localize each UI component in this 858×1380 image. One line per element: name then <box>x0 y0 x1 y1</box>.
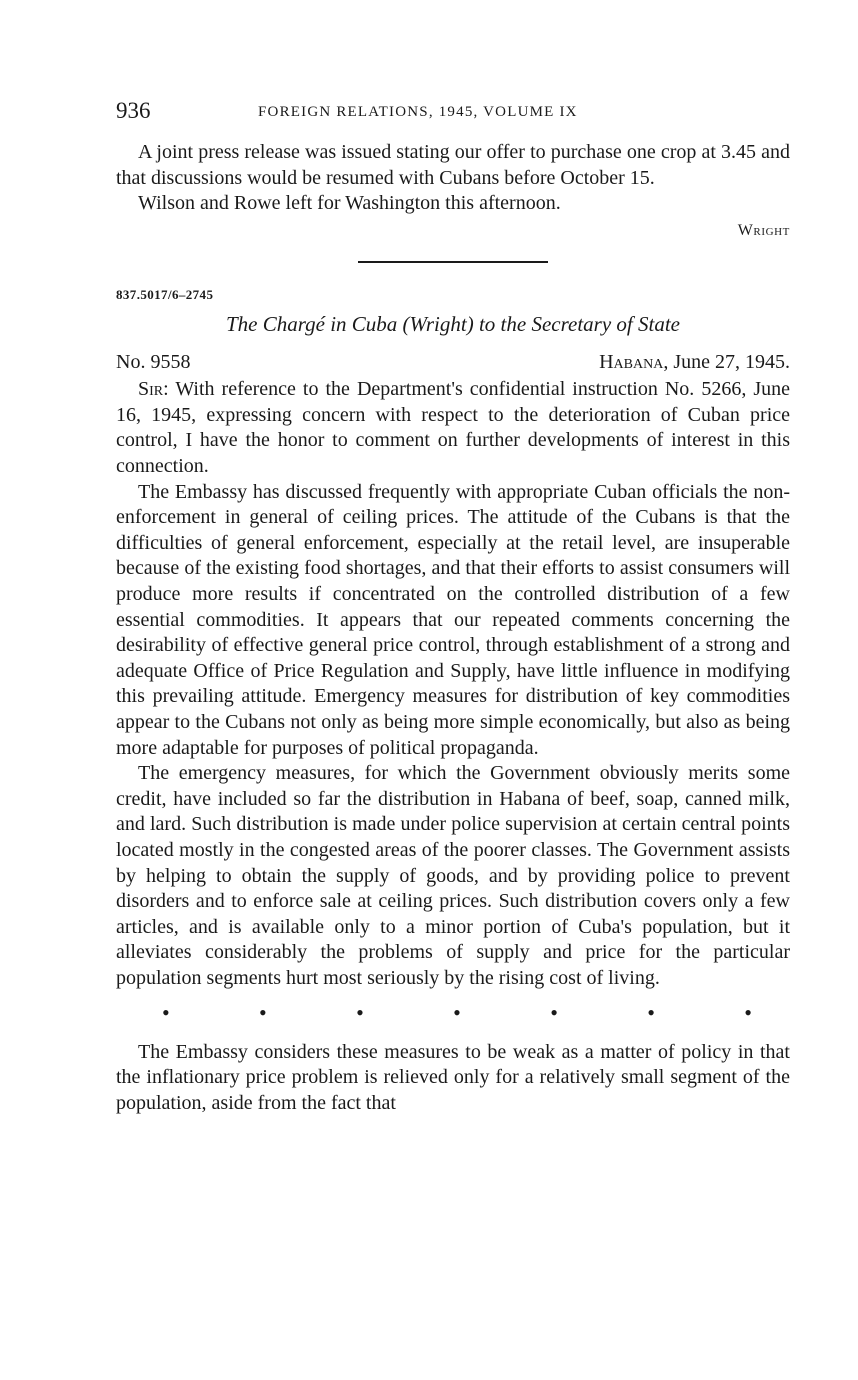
section-divider <box>358 261 548 264</box>
body-paragraph: The emergency measures, for which the Government obviously merits some credit, have included so far the distribution in Habana of beef, soap, canned milk, and lard. Such distribution is made under police supervision at certain central points located mostly in the congested areas of the poorer classes. The Government assists by helping to obtain the supply of goods, and by providing police to prevent disorders and to enforce sale at ceiling prices. Such distribution covers only a few articles, and is available only to a minor portion of Cuba's population, but it alleviates considerably the problems of supply and price for the particular population segments hurt most seriously by the rising cost of living. <box>116 762 790 989</box>
file-number: 837.5017/6–2745 <box>116 287 214 303</box>
omission-dot: • <box>453 999 461 1025</box>
document-title: The Chargé in Cuba (Wright) to the Secretary of State <box>226 312 680 337</box>
opening-paragraph-text: : With reference to the Department's confidential instruction No. 5266, June 16, 1945, expressing concern with respect to the deterioration of Cuban price control, I have the honor to comment on further developments of interest in this connection. <box>116 378 790 478</box>
omission-dot: • <box>356 999 364 1025</box>
salutation: Sir <box>138 378 164 401</box>
omission-dots <box>116 998 790 1028</box>
opening-paragraph <box>116 377 790 479</box>
date: , June 27, 1945. <box>663 351 790 374</box>
document-meta <box>116 349 790 375</box>
signature: Wright <box>737 221 790 239</box>
page-number: 936 <box>116 98 151 123</box>
running-head <box>116 96 790 126</box>
omission-dot: • <box>550 999 558 1025</box>
previous-paragraph: Wilson and Rowe left for Washington this afternoon. <box>138 192 561 215</box>
omission-dot: • <box>162 999 170 1025</box>
place: Habana <box>599 351 664 374</box>
previous-paragraph: A joint press release was issued stating our offer to purchase one crop at 3.45 and that discussions would be resumed with Cubans before October 15. <box>116 141 790 189</box>
body-paragraph: The Embassy has discussed frequently with appropriate Cuban officials the non-enforcement in general of ceiling prices. The attitude of the Cubans is that the difficulties of general enforcement, especially at the retail level, are insuperable because of the existing food shortages, and that their efforts to assist consumers will produce more results if concentrated on the controlled distribution of a few essential commodities. It appears that our repeated comments concerning the desirability of effective general price control, through establishment of a strong and adequate Office of Price Regulation and Supply, have little influence in modifying this prevailing attitude. Emergency measures for distribution of key commodities appear to the Cubans not only as being more simple economically, but also as being more adaptable for purposes of political propaganda. <box>116 480 790 759</box>
document-number: No. 9558 <box>116 351 191 374</box>
running-head-title: FOREIGN RELATIONS, 1945, VOLUME IX <box>258 104 578 120</box>
omission-dot: • <box>259 999 267 1025</box>
document-page <box>116 96 790 1116</box>
omission-dot: • <box>647 999 655 1025</box>
body-paragraph: The Embassy considers these measures to be weak as a matter of policy in that the inflationary price problem is relieved only for a relatively small segment of the population, aside from the fact that <box>116 1040 790 1114</box>
omission-dot: • <box>744 999 752 1025</box>
place-date <box>599 349 790 375</box>
